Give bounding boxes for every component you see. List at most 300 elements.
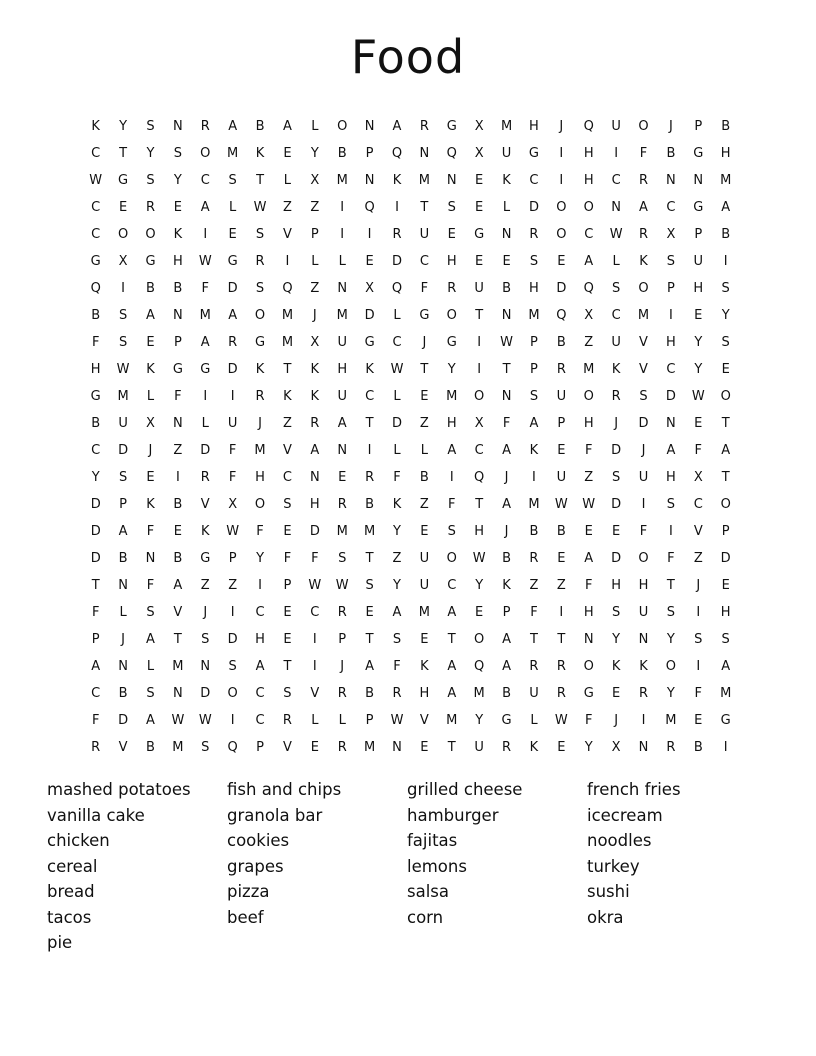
grid-letter[interactable]: M [254,443,266,458]
grid-letter[interactable]: I [230,605,235,620]
grid-letter[interactable]: M [336,524,348,539]
grid-letter[interactable]: W [500,335,513,350]
grid-letter[interactable]: K [529,740,539,755]
grid-letter[interactable]: E [146,470,155,485]
grid-letter[interactable]: I [175,470,180,485]
grid-letter[interactable]: B [365,497,375,512]
grid-letter[interactable]: L [283,173,292,188]
grid-letter[interactable]: P [283,578,292,593]
grid-letter[interactable]: A [392,605,402,620]
grid-letter[interactable]: N [200,659,211,674]
grid-letter[interactable]: X [118,254,128,269]
grid-letter[interactable]: S [283,497,292,512]
grid-letter[interactable]: E [420,740,429,755]
grid-letter[interactable]: L [530,713,538,728]
grid-letter[interactable]: H [446,416,457,431]
grid-letter[interactable]: D [227,281,238,296]
grid-letter[interactable]: Q [474,659,485,674]
grid-letter[interactable]: P [502,605,511,620]
grid-letter[interactable]: O [474,632,485,647]
grid-letter[interactable]: E [612,524,621,539]
grid-letter[interactable]: T [365,632,374,647]
grid-letter[interactable]: K [392,173,402,188]
grid-letter[interactable]: B [146,281,155,296]
grid-letter[interactable]: Y [119,119,128,134]
grid-letter[interactable]: B [556,335,566,350]
grid-letter[interactable]: S [365,578,374,593]
grid-letter[interactable]: A [721,200,731,215]
grid-letter[interactable]: B [721,119,731,134]
grid-letter[interactable]: R [447,281,457,296]
grid-letter[interactable]: O [556,200,567,215]
grid-letter[interactable]: T [475,308,484,323]
grid-letter[interactable]: U [337,335,347,350]
grid-letter[interactable]: X [693,470,703,485]
grid-letter[interactable]: H [474,524,485,539]
grid-letter[interactable]: N [145,551,156,566]
grid-letter[interactable]: A [584,551,594,566]
grid-letter[interactable]: J [504,470,509,485]
grid-letter[interactable]: O [474,389,485,404]
grid-letter[interactable]: C [255,605,265,620]
grid-letter[interactable]: F [91,713,100,728]
grid-letter[interactable]: S [611,470,621,485]
grid-letter[interactable]: R [282,713,292,728]
grid-letter[interactable]: A [228,308,238,323]
grid-letter[interactable]: Y [666,632,675,647]
grid-letter[interactable]: O [446,308,457,323]
grid-letter[interactable]: V [118,740,128,755]
grid-letter[interactable]: I [230,713,235,728]
grid-letter[interactable]: N [173,119,183,134]
grid-letter[interactable]: S [146,119,155,134]
grid-letter[interactable]: W [116,362,130,377]
grid-letter[interactable]: U [227,416,238,431]
grid-letter[interactable]: R [529,551,539,566]
grid-letter[interactable]: A [146,308,155,323]
grid-letter[interactable]: G [693,200,704,215]
grid-letter[interactable]: V [639,362,648,377]
grid-letter[interactable]: A [118,524,128,539]
grid-letter[interactable]: F [393,470,401,485]
grid-letter[interactable]: N [501,389,512,404]
grid-letter[interactable]: X [611,740,621,755]
grid-letter[interactable]: S [146,173,155,188]
grid-letter[interactable]: G [501,713,512,728]
grid-letter[interactable]: K [91,119,100,134]
grid-letter[interactable]: B [419,470,429,485]
grid-letter[interactable]: H [693,281,704,296]
grid-letter[interactable]: T [666,578,675,593]
grid-letter[interactable]: R [337,497,347,512]
grid-letter[interactable]: L [420,443,428,458]
grid-letter[interactable]: H [720,605,731,620]
grid-letter[interactable]: L [502,200,511,215]
grid-letter[interactable]: O [200,146,211,161]
grid-letter[interactable]: Z [693,551,703,566]
grid-letter[interactable]: M [720,686,732,701]
grid-letter[interactable]: D [611,551,622,566]
grid-letter[interactable]: J [614,416,619,431]
grid-letter[interactable]: J [121,632,125,647]
grid-letter[interactable]: I [203,389,208,404]
grid-letter[interactable]: E [502,254,511,269]
grid-letter[interactable]: E [694,416,703,431]
grid-letter[interactable]: N [501,227,512,242]
grid-letter[interactable]: U [611,119,621,134]
grid-letter[interactable]: B [146,740,155,755]
grid-letter[interactable]: T [365,416,374,431]
grid-letter[interactable]: G [255,335,266,350]
grid-letter[interactable]: K [639,659,648,674]
grid-letter[interactable]: Q [391,281,403,296]
grid-letter[interactable]: K [502,578,511,593]
grid-letter[interactable]: S [666,605,676,620]
grid-letter[interactable]: P [310,227,319,242]
grid-letter[interactable]: M [363,740,376,755]
grid-letter[interactable]: B [337,146,347,161]
grid-letter[interactable]: R [200,119,210,134]
grid-letter[interactable]: M [336,173,348,188]
grid-letter[interactable]: B [502,686,512,701]
grid-letter[interactable]: F [584,713,593,728]
grid-letter[interactable]: C [365,389,375,404]
grid-letter[interactable]: R [529,227,539,242]
grid-letter[interactable]: Q [583,119,594,134]
grid-letter[interactable]: F [694,443,703,458]
grid-letter[interactable]: N [501,308,512,323]
grid-letter[interactable]: L [311,713,319,728]
grid-letter[interactable]: H [666,335,676,350]
grid-letter[interactable]: A [310,443,320,458]
grid-letter[interactable]: T [91,578,100,593]
grid-letter[interactable]: D [611,443,622,458]
grid-letter[interactable]: A [447,686,457,701]
grid-letter[interactable]: Y [694,362,703,377]
grid-letter[interactable]: T [173,632,182,647]
grid-letter[interactable]: M [172,740,184,755]
grid-letter[interactable]: C [584,227,594,242]
grid-letter[interactable]: N [364,173,375,188]
grid-letter[interactable]: X [666,227,676,242]
grid-letter[interactable]: H [255,470,265,485]
grid-letter[interactable]: O [665,659,677,674]
grid-letter[interactable]: P [91,632,100,647]
grid-letter[interactable]: Z [556,578,566,593]
grid-letter[interactable]: S [118,308,128,323]
grid-letter[interactable]: M [665,713,677,728]
grid-letter[interactable]: I [258,578,262,593]
grid-letter[interactable]: S [611,605,621,620]
grid-letter[interactable]: O [638,551,649,566]
grid-letter[interactable]: C [392,335,402,350]
grid-letter[interactable]: H [720,146,731,161]
grid-letter[interactable]: R [392,227,402,242]
grid-letter[interactable]: Y [91,470,100,485]
grid-letter[interactable]: F [694,686,703,701]
grid-letter[interactable]: I [614,146,619,161]
grid-letter[interactable]: R [556,659,566,674]
grid-letter[interactable]: O [145,227,156,242]
grid-letter[interactable]: P [119,497,127,512]
grid-letter[interactable]: S [666,497,676,512]
grid-letter[interactable]: R [337,740,347,755]
grid-letter[interactable]: W [390,713,404,728]
grid-letter[interactable]: X [474,119,484,134]
grid-letter[interactable]: N [309,470,320,485]
grid-letter[interactable]: H [638,578,649,593]
grid-letter[interactable]: C [474,443,484,458]
grid-letter[interactable]: W [198,254,212,269]
grid-letter[interactable]: G [90,254,101,269]
grid-letter[interactable]: Q [583,281,594,296]
grid-letter[interactable]: R [611,389,621,404]
grid-letter[interactable]: N [337,281,348,296]
grid-letter[interactable]: A [584,254,594,269]
grid-letter[interactable]: N [392,740,402,755]
grid-letter[interactable]: C [91,200,101,215]
grid-letter[interactable]: I [203,227,208,242]
grid-letter[interactable]: E [612,686,621,701]
grid-letter[interactable]: R [228,335,238,350]
grid-letter[interactable]: R [365,470,375,485]
grid-letter[interactable]: Z [282,416,292,431]
grid-letter[interactable]: W [582,497,596,512]
grid-letter[interactable]: P [694,227,703,242]
grid-letter[interactable]: H [583,416,594,431]
grid-letter[interactable]: M [199,308,211,323]
grid-letter[interactable]: W [171,713,185,728]
grid-letter[interactable]: M [583,362,595,377]
grid-letter[interactable]: Q [446,146,457,161]
grid-letter[interactable]: N [173,308,183,323]
grid-letter[interactable]: X [310,335,320,350]
grid-letter[interactable]: V [310,686,320,701]
grid-letter[interactable]: A [447,605,457,620]
grid-letter[interactable]: Q [556,308,567,323]
grid-letter[interactable]: I [723,740,728,755]
grid-letter[interactable]: E [420,389,429,404]
grid-letter[interactable]: D [90,551,101,566]
grid-letter[interactable]: F [584,443,593,458]
grid-letter[interactable]: K [365,362,374,377]
grid-letter[interactable]: Q [364,200,375,215]
grid-letter[interactable]: O [720,497,731,512]
grid-letter[interactable]: R [310,416,320,431]
grid-letter[interactable]: U [556,389,567,404]
grid-letter[interactable]: M [637,308,650,323]
grid-letter[interactable]: F [502,416,511,431]
grid-letter[interactable]: R [419,119,429,134]
grid-letter[interactable]: G [583,686,594,701]
grid-letter[interactable]: N [173,686,183,701]
grid-letter[interactable]: B [173,497,183,512]
grid-letter[interactable]: E [557,254,566,269]
grid-letter[interactable]: A [337,416,347,431]
grid-letter[interactable]: E [283,632,292,647]
grid-letter[interactable]: L [393,308,401,323]
grid-letter[interactable]: L [311,119,319,134]
grid-letter[interactable]: F [393,659,401,674]
grid-letter[interactable]: O [254,497,266,512]
grid-letter[interactable]: Y [310,146,319,161]
grid-letter[interactable]: F [146,524,155,539]
grid-letter[interactable]: E [475,254,484,269]
grid-letter[interactable]: O [227,686,238,701]
grid-letter[interactable]: A [721,659,731,674]
grid-letter[interactable]: E [584,524,593,539]
grid-letter[interactable]: Y [256,551,265,566]
grid-letter[interactable]: C [419,254,429,269]
grid-letter[interactable]: I [367,443,372,458]
grid-letter[interactable]: Y [393,524,401,539]
grid-letter[interactable]: L [146,389,155,404]
grid-letter[interactable]: V [200,497,210,512]
grid-letter[interactable]: E [447,227,456,242]
grid-letter[interactable]: H [666,470,676,485]
grid-letter[interactable]: D [227,362,238,377]
grid-letter[interactable]: F [256,524,264,539]
grid-letter[interactable]: C [91,443,101,458]
grid-letter[interactable]: D [391,416,402,431]
grid-letter[interactable]: D [118,713,129,728]
grid-letter[interactable]: F [91,335,100,350]
grid-letter[interactable]: K [310,362,320,377]
grid-letter[interactable]: H [446,254,457,269]
grid-letter[interactable]: B [556,524,566,539]
grid-letter[interactable]: U [611,335,621,350]
grid-letter[interactable]: I [641,497,646,512]
grid-letter[interactable]: B [91,416,101,431]
grid-letter[interactable]: S [447,200,456,215]
grid-letter[interactable]: F [667,551,675,566]
grid-letter[interactable]: U [474,281,484,296]
grid-letter[interactable]: B [173,551,183,566]
grid-letter[interactable]: A [529,416,539,431]
grid-letter[interactable]: B [666,146,676,161]
grid-letter[interactable]: T [475,497,484,512]
grid-letter[interactable]: F [639,146,648,161]
grid-letter[interactable]: E [173,200,182,215]
grid-letter[interactable]: B [721,227,731,242]
grid-letter[interactable]: Y [393,578,401,593]
grid-letter[interactable]: O [446,551,457,566]
grid-letter[interactable]: J [641,443,646,458]
grid-letter[interactable]: I [559,173,564,188]
grid-letter[interactable]: I [340,227,345,242]
grid-letter[interactable]: J [696,578,701,593]
grid-letter[interactable]: R [255,254,265,269]
grid-letter[interactable]: E [146,335,155,350]
grid-letter[interactable]: X [365,281,375,296]
grid-letter[interactable]: K [611,659,621,674]
grid-letter[interactable]: V [282,227,292,242]
grid-letter[interactable]: B [502,281,512,296]
grid-letter[interactable]: X [146,416,155,431]
grid-letter[interactable]: K [310,389,320,404]
grid-letter[interactable]: Y [666,686,675,701]
grid-letter[interactable]: R [529,659,539,674]
grid-letter[interactable]: M [446,713,458,728]
grid-letter[interactable]: S [666,254,676,269]
grid-letter[interactable]: E [173,524,182,539]
grid-letter[interactable]: E [283,605,292,620]
grid-letter[interactable]: Y [612,632,621,647]
grid-letter[interactable]: X [228,497,238,512]
grid-letter[interactable]: T [721,416,730,431]
grid-letter[interactable]: R [638,173,649,188]
grid-letter[interactable]: N [337,443,348,458]
grid-letter[interactable]: H [529,119,539,134]
grid-letter[interactable]: X [310,173,320,188]
grid-letter[interactable]: C [200,173,210,188]
grid-letter[interactable]: G [419,308,430,323]
grid-letter[interactable]: Z [419,497,429,512]
grid-letter[interactable]: D [118,443,129,458]
grid-letter[interactable]: D [391,254,402,269]
grid-letter[interactable]: C [529,173,539,188]
grid-letter[interactable]: E [721,362,730,377]
grid-letter[interactable]: T [502,362,511,377]
grid-letter[interactable]: P [338,632,347,647]
grid-letter[interactable]: M [418,173,430,188]
grid-letter[interactable]: H [419,686,430,701]
grid-letter[interactable]: E [420,524,429,539]
grid-letter[interactable]: A [365,659,375,674]
grid-letter[interactable]: G [364,335,375,350]
grid-letter[interactable]: P [365,146,374,161]
grid-letter[interactable]: R [337,686,347,701]
grid-letter[interactable]: J [668,119,673,134]
grid-letter[interactable]: S [392,632,402,647]
grid-letter[interactable]: Z [310,281,320,296]
grid-letter[interactable]: G [528,146,539,161]
grid-letter[interactable]: E [557,551,566,566]
grid-letter[interactable]: E [721,578,730,593]
grid-letter[interactable]: G [227,254,238,269]
grid-letter[interactable]: S [146,686,155,701]
grid-letter[interactable]: D [90,524,101,539]
grid-letter[interactable]: U [474,740,484,755]
grid-letter[interactable]: V [282,740,292,755]
grid-letter[interactable]: M [500,119,513,134]
grid-letter[interactable]: H [172,254,183,269]
grid-letter[interactable]: K [255,146,265,161]
grid-letter[interactable]: Z [584,470,594,485]
grid-letter[interactable]: P [557,416,566,431]
grid-letter[interactable]: A [502,497,511,512]
grid-letter[interactable]: R [200,470,210,485]
grid-letter[interactable]: Y [584,740,593,755]
grid-letter[interactable]: W [691,389,705,404]
grid-letter[interactable]: N [638,740,649,755]
grid-letter[interactable]: D [665,389,676,404]
grid-letter[interactable]: I [340,200,345,215]
grid-letter[interactable]: R [556,686,566,701]
grid-letter[interactable]: C [447,578,457,593]
grid-letter[interactable]: S [118,335,128,350]
grid-letter[interactable]: V [282,443,292,458]
grid-letter[interactable]: S [283,686,292,701]
grid-letter[interactable]: U [419,551,430,566]
grid-letter[interactable]: F [228,443,237,458]
grid-letter[interactable]: M [336,308,348,323]
grid-letter[interactable]: P [721,524,730,539]
grid-letter[interactable]: H [583,146,594,161]
grid-letter[interactable]: K [502,173,511,188]
grid-letter[interactable]: F [283,551,292,566]
grid-letter[interactable]: M [363,524,376,539]
